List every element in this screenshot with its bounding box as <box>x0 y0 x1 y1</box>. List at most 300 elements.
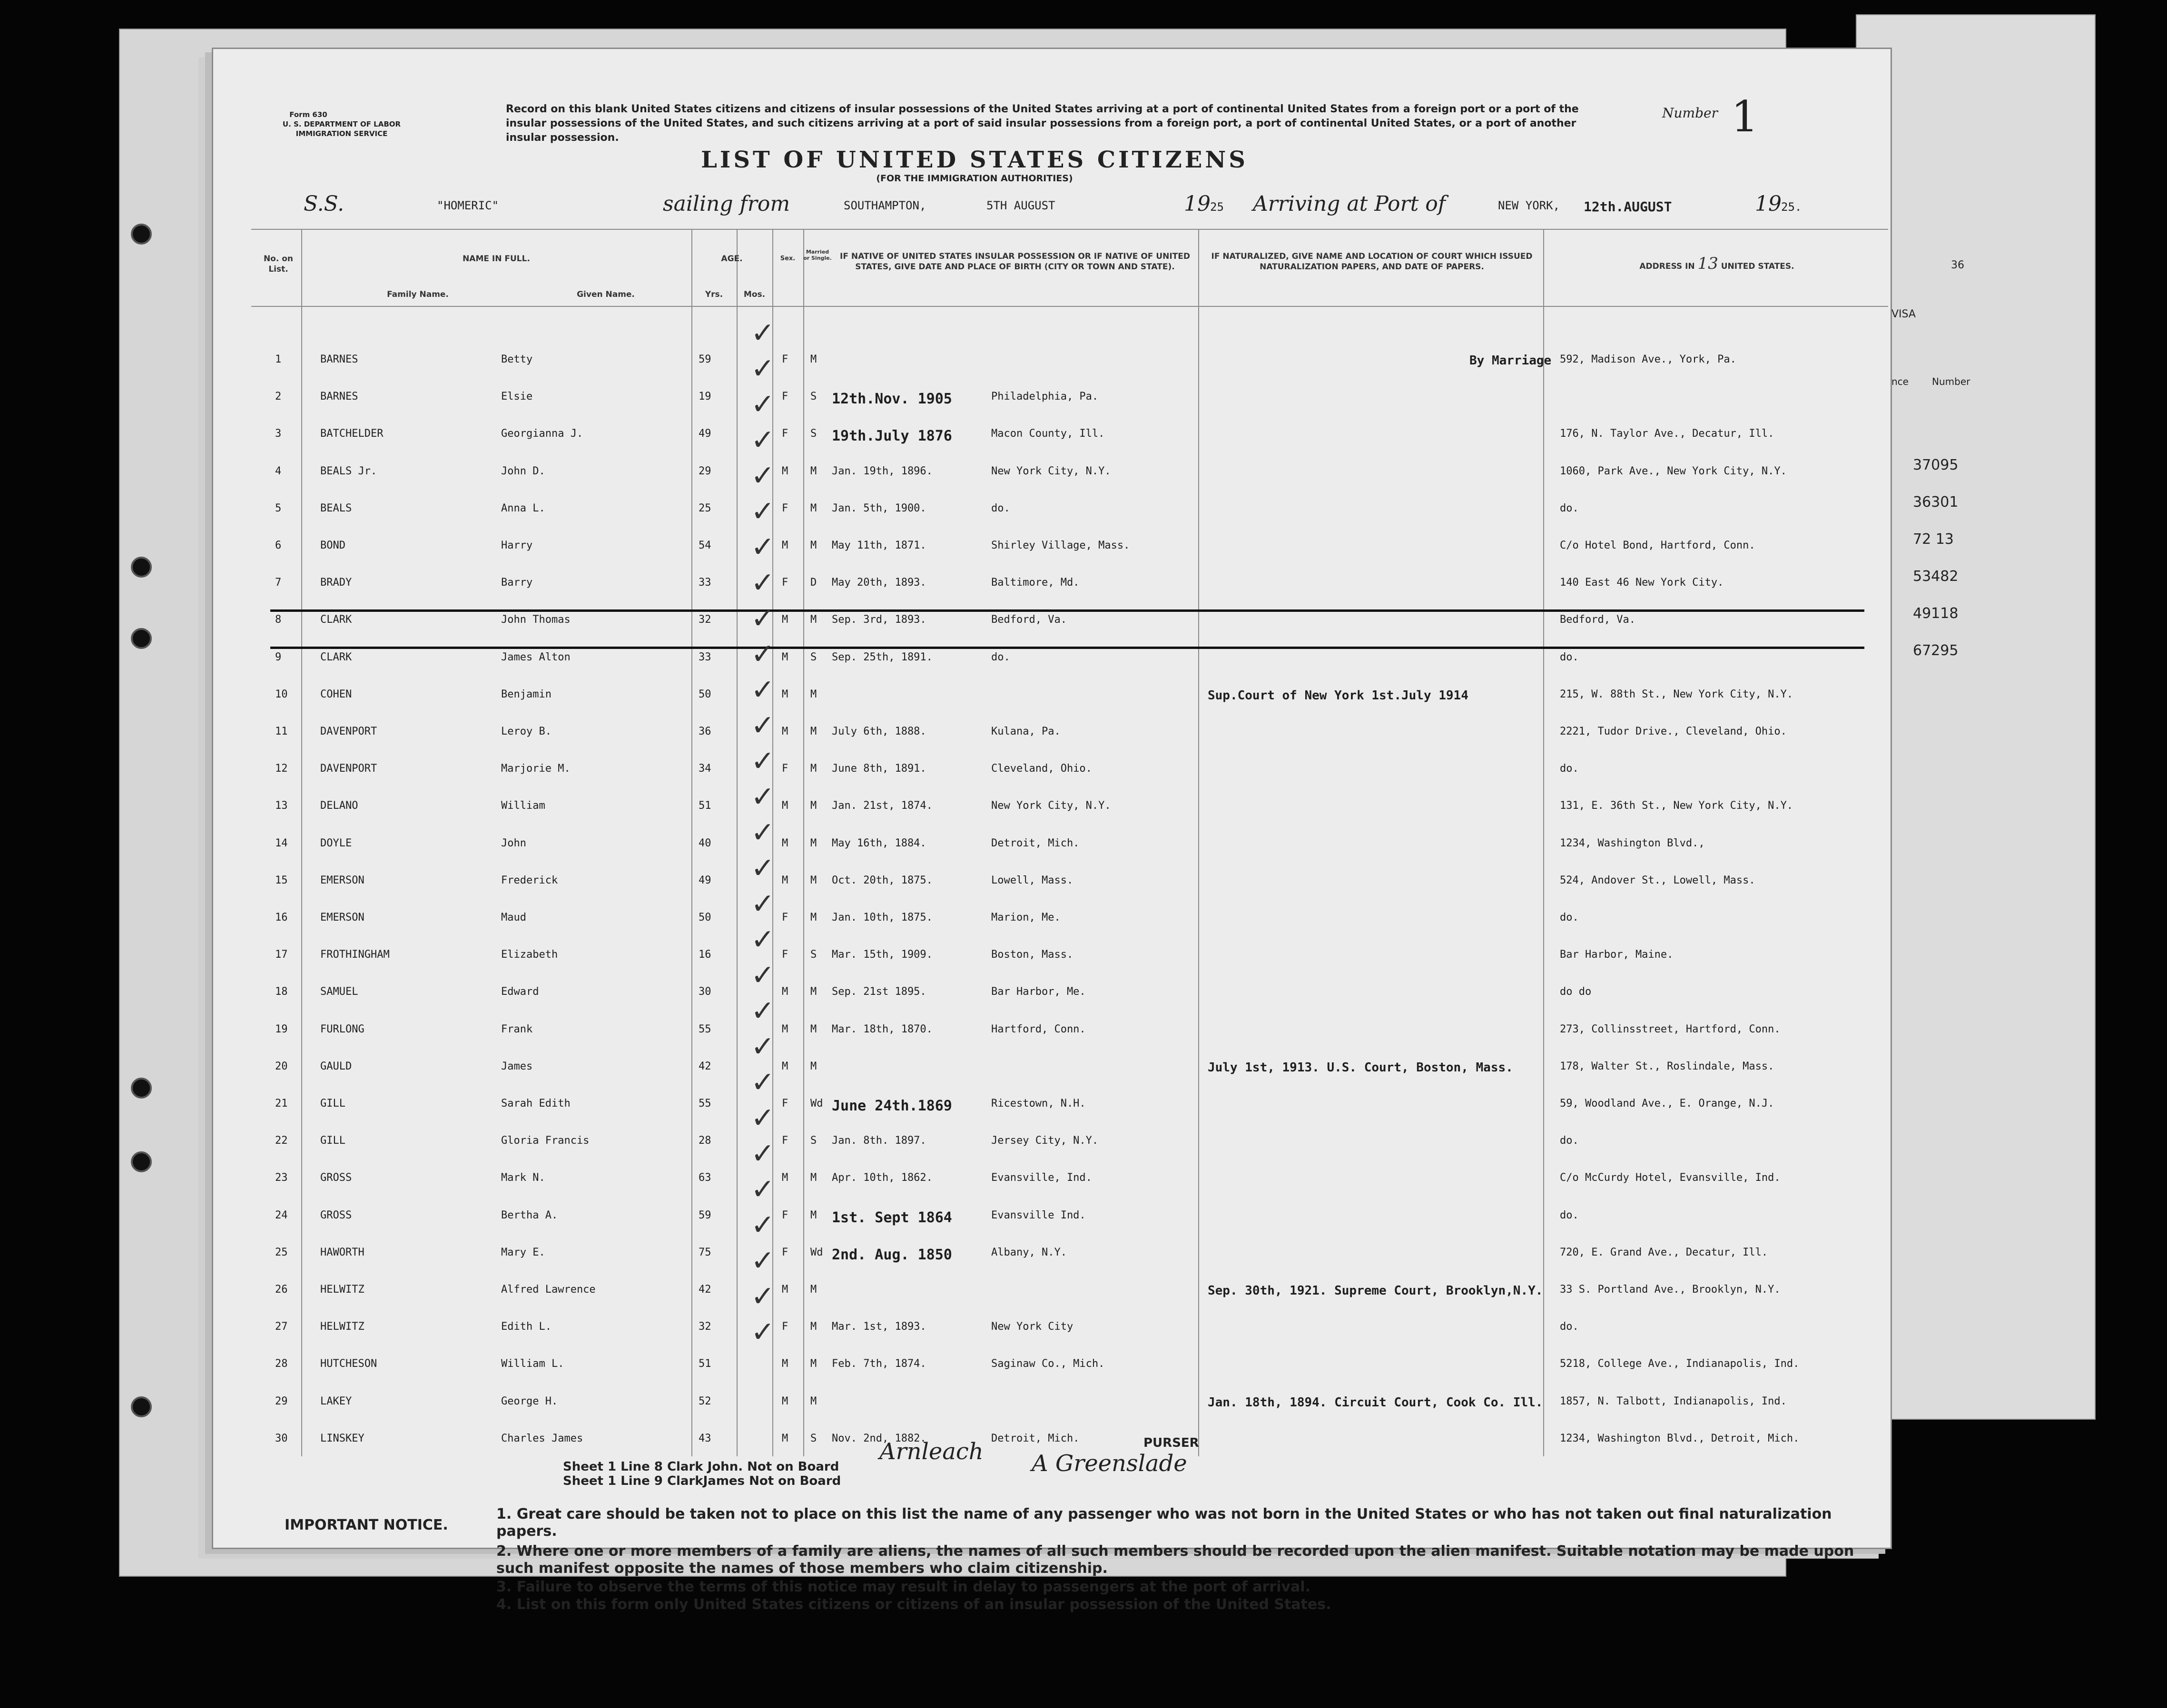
birth-date: Mar. 18th, 1870. <box>832 1023 933 1035</box>
marital-status: S <box>810 949 817 961</box>
marital-status: M <box>810 912 817 923</box>
birth-date: July 6th, 1888. <box>832 726 926 737</box>
birth-date: May 11th, 1871. <box>832 540 926 551</box>
col-naturalized: IF NATURALIZED, GIVE NAME AND LOCATION OF COURT WHICH ISSUED NATURALIZATION PAPERS, AND DATE OF PAPERS. <box>1211 252 1533 272</box>
given-name: John <box>501 837 526 849</box>
birth-date: Jan. 21st, 1874. <box>832 800 933 812</box>
given-name: Sarah Edith <box>501 1098 571 1109</box>
marital-status: M <box>810 1060 817 1072</box>
table-row <box>213 651 1891 688</box>
age: 33 <box>699 651 711 663</box>
age: 49 <box>699 428 711 440</box>
given-name: Edith L. <box>501 1321 552 1333</box>
sailing-from-label: sailing from <box>663 192 790 216</box>
age: 25 <box>699 502 711 514</box>
age: 55 <box>699 1023 711 1035</box>
naturalization: Jan. 18th, 1894. Circuit Court, Cook Co. Ill. <box>1208 1395 1543 1410</box>
manifest-page <box>212 48 1892 1613</box>
address: 273, Collinsstreet, Hartford, Conn. <box>1560 1023 1781 1035</box>
sex: M <box>782 1023 788 1035</box>
row-number: 2 <box>275 391 282 403</box>
row-number: 30 <box>275 1432 288 1444</box>
marital-status: M <box>810 800 817 812</box>
age: 43 <box>699 1432 711 1444</box>
address: Bedford, Va. <box>1560 614 1635 626</box>
given-name: Leroy B. <box>501 726 552 737</box>
given-name: Georgianna J. <box>501 428 583 440</box>
table-header-rule <box>251 306 1888 307</box>
address: do. <box>1560 651 1579 663</box>
form-title: LIST OF UNITED STATES CITIZENS <box>701 147 1248 173</box>
given-name: Alfred Lawrence <box>501 1284 596 1296</box>
marital-status: Wd <box>810 1098 823 1109</box>
row-number: 25 <box>275 1246 288 1258</box>
sex: F <box>782 1246 788 1258</box>
service-label: IMMIGRATION SERVICE <box>296 129 388 138</box>
col-given-name: Given Name. <box>577 290 635 299</box>
age: 34 <box>699 763 711 775</box>
birth-date: 1st. Sept 1864 <box>832 1209 952 1226</box>
age: 59 <box>699 1209 711 1221</box>
sex: M <box>782 986 788 998</box>
table-row <box>213 1209 1891 1247</box>
address: 33 S. Portland Ave., Brooklyn, N.Y. <box>1560 1284 1781 1296</box>
given-name: Marjorie M. <box>501 763 571 775</box>
age: 33 <box>699 577 711 589</box>
birth-place: Detroit, Mich. <box>991 1432 1080 1444</box>
family-name: BATCHELDER <box>320 428 384 440</box>
adjacent-page-number: 36 <box>1951 259 1964 271</box>
visa-number: 36301 <box>1913 494 1959 510</box>
marital-status: M <box>810 540 817 551</box>
row-number: 18 <box>275 986 288 998</box>
sex: M <box>782 688 788 700</box>
age: 50 <box>699 912 711 923</box>
table-row <box>213 1321 1891 1358</box>
age: 16 <box>699 949 711 961</box>
birth-date: Sep. 25th, 1891. <box>832 651 933 663</box>
birth-place: do. <box>991 651 1010 663</box>
col-mos: Mos. <box>743 290 766 299</box>
birth-place: Bar Harbor, Me. <box>991 986 1086 998</box>
family-name: GILL <box>320 1098 345 1109</box>
given-name: Barry <box>501 577 533 589</box>
birth-place: Ricestown, N.H. <box>991 1098 1086 1109</box>
age: 59 <box>699 353 711 365</box>
address: 215, W. 88th St., New York City, N.Y. <box>1560 688 1793 700</box>
address: 176, N. Taylor Ave., Decatur, Ill. <box>1560 428 1774 440</box>
family-name: GILL <box>320 1135 345 1147</box>
table-row <box>213 502 1891 540</box>
col-no: No. on List. <box>263 254 294 274</box>
year-suffix-2: 25. <box>1781 200 1802 214</box>
family-name: DOYLE <box>320 837 352 849</box>
table-row <box>213 1098 1891 1135</box>
row-number: 7 <box>275 577 282 589</box>
table-row <box>213 353 1891 391</box>
family-name: BOND <box>320 540 345 551</box>
marital-status: M <box>810 1284 817 1296</box>
department-label: U. S. DEPARTMENT OF LABOR <box>282 120 401 128</box>
birth-place: New York City, N.Y. <box>991 800 1111 812</box>
given-name: Anna L. <box>501 502 545 514</box>
sex: M <box>782 1358 788 1370</box>
row-number: 16 <box>275 912 288 923</box>
marital-status: M <box>810 986 817 998</box>
row-number: 12 <box>275 763 288 775</box>
family-name: FROTHINGHAM <box>320 949 390 961</box>
row-number: 4 <box>275 465 282 477</box>
birth-date: Apr. 10th, 1862. <box>832 1172 933 1184</box>
table-row <box>213 949 1891 986</box>
naturalization: July 1st, 1913. U.S. Court, Boston, Mass. <box>1208 1060 1513 1075</box>
sex: F <box>782 1098 788 1109</box>
col-sex: Sex. <box>780 255 796 262</box>
ss-label: S.S. <box>304 192 345 216</box>
table-row <box>213 874 1891 912</box>
given-name: John D. <box>501 465 545 477</box>
naturalization: Sup.Court of New York 1st.July 1914 <box>1208 688 1468 703</box>
col-married: Married or Single. <box>803 249 832 261</box>
sex: F <box>782 1321 788 1333</box>
given-name: Elizabeth <box>501 949 558 961</box>
age: 40 <box>699 837 711 849</box>
table-row <box>213 726 1891 763</box>
address: do. <box>1560 1209 1579 1221</box>
marital-status: S <box>810 651 817 663</box>
sex: M <box>782 465 788 477</box>
col-age: AGE. <box>721 254 743 264</box>
marital-status: M <box>810 763 817 775</box>
birth-date: June 8th, 1891. <box>832 763 926 775</box>
birth-date: 2nd. Aug. 1850 <box>832 1246 952 1263</box>
table-row <box>213 1247 1891 1284</box>
row-number: 21 <box>275 1098 288 1109</box>
punch-hole-2 <box>131 557 152 578</box>
purser-signature: A Greenslade <box>1032 1450 1187 1477</box>
birth-place: Hartford, Conn. <box>991 1023 1086 1035</box>
family-name: COHEN <box>320 688 352 700</box>
marital-status: M <box>810 614 817 626</box>
naturalization: By Marriage <box>1469 353 1552 368</box>
birth-date: Jan. 8th. 1897. <box>832 1135 926 1147</box>
family-name: DELANO <box>320 800 358 812</box>
notice-title: IMPORTANT NOTICE. <box>285 1517 448 1533</box>
table-row <box>213 614 1891 651</box>
sex: F <box>782 763 788 775</box>
row-number: 6 <box>275 540 282 551</box>
family-name: EMERSON <box>320 912 364 923</box>
table-row <box>213 1358 1891 1395</box>
address: 524, Andover St., Lowell, Mass. <box>1560 874 1755 886</box>
marital-status: M <box>810 1209 817 1221</box>
row-number: 27 <box>275 1321 288 1333</box>
address: 1060, Park Ave., New York City, N.Y. <box>1560 465 1787 477</box>
birth-place: Lowell, Mass. <box>991 874 1074 886</box>
family-name: BEALS Jr. <box>320 465 377 477</box>
sex: M <box>782 540 788 551</box>
address: Bar Harbor, Maine. <box>1560 949 1674 961</box>
family-name: CLARK <box>320 651 352 663</box>
marital-status: M <box>810 1023 817 1035</box>
strikethrough-line-8 <box>270 609 1864 612</box>
family-name: DAVENPORT <box>320 763 377 775</box>
sex: M <box>782 837 788 849</box>
address: 2221, Tudor Drive., Cleveland, Ohio. <box>1560 726 1787 737</box>
family-name: FURLONG <box>320 1023 364 1035</box>
col-address-label-2: UNITED STATES. <box>1721 262 1794 271</box>
col-birth: IF NATIVE OF UNITED STATES INSULAR POSSESSION OR IF NATIVE OF UNITED STATES, GIVE DATE AND PLACE OF BIRTH (CITY OR TOWN AND STATE). <box>840 252 1190 272</box>
marital-status: M <box>810 1395 817 1407</box>
address: 131, E. 36th St., New York City, N.Y. <box>1560 800 1793 812</box>
birth-date: Sep. 3rd, 1893. <box>832 614 926 626</box>
naturalization: Sep. 30th, 1921. Supreme Court, Brooklyn,N.Y. <box>1208 1284 1543 1298</box>
table-row <box>213 540 1891 577</box>
age: 51 <box>699 800 711 812</box>
given-name: Mark N. <box>501 1172 545 1184</box>
age: 52 <box>699 1395 711 1407</box>
birth-place: Saginaw Co., Mich. <box>991 1358 1105 1370</box>
family-name: HELWITZ <box>320 1284 364 1296</box>
row-number: 14 <box>275 837 288 849</box>
family-name: EMERSON <box>320 874 364 886</box>
address: 592, Madison Ave., York, Pa. <box>1560 353 1736 365</box>
row-number: 17 <box>275 949 288 961</box>
birth-place: Marion, Me. <box>991 912 1061 923</box>
row-number: 26 <box>275 1284 288 1296</box>
visa-number: 37095 <box>1913 457 1959 473</box>
birth-place: Evansville Ind. <box>991 1209 1086 1221</box>
table-row <box>213 912 1891 949</box>
given-name: Edward <box>501 986 539 998</box>
birth-place: Baltimore, Md. <box>991 577 1080 589</box>
birth-date: Nov. 2nd, 1882. <box>832 1432 926 1444</box>
row-number: 29 <box>275 1395 288 1407</box>
marital-status: M <box>810 465 817 477</box>
age: 29 <box>699 465 711 477</box>
family-name: LAKEY <box>320 1395 352 1407</box>
col-address-label-1: ADDRESS IN <box>1639 262 1695 271</box>
age: 75 <box>699 1246 711 1258</box>
age: 36 <box>699 726 711 737</box>
family-name: DAVENPORT <box>320 726 377 737</box>
birth-place: Boston, Mass. <box>991 949 1074 961</box>
given-name: Maud <box>501 912 526 923</box>
given-name: William <box>501 800 545 812</box>
birth-place: Shirley Village, Mass. <box>991 540 1130 551</box>
adjacent-col-a: nce <box>1891 376 1909 387</box>
row-number: 1 <box>275 353 282 365</box>
address: 1234, Washington Blvd., <box>1560 837 1705 849</box>
visa-number: 72 13 <box>1913 531 1954 548</box>
row-number: 13 <box>275 800 288 812</box>
family-name: HUTCHESON <box>320 1358 377 1370</box>
given-name: Bertha A. <box>501 1209 558 1221</box>
sex: F <box>782 428 788 440</box>
birth-place: Evansville, Ind. <box>991 1172 1092 1184</box>
marital-status: S <box>810 428 817 440</box>
table-row <box>213 428 1891 465</box>
birth-place: do. <box>991 502 1010 514</box>
address: 59, Woodland Ave., E. Orange, N.J. <box>1560 1098 1774 1109</box>
birth-date: June 24th.1869 <box>832 1098 952 1114</box>
row-number: 23 <box>275 1172 288 1184</box>
col-name-in-full: NAME IN FULL. <box>463 254 530 264</box>
family-name: GROSS <box>320 1172 352 1184</box>
marital-status: M <box>810 1321 817 1333</box>
sex: F <box>782 1209 788 1221</box>
address: 140 East 46 New York City. <box>1560 577 1724 589</box>
family-name: BARNES <box>320 353 358 365</box>
birth-date: Oct. 20th, 1875. <box>832 874 933 886</box>
marital-status: D <box>810 577 817 589</box>
visa-number: 49118 <box>1913 605 1959 622</box>
address: do do <box>1560 986 1592 998</box>
age: 42 <box>699 1284 711 1296</box>
sex: F <box>782 353 788 365</box>
strikethrough-line-9 <box>270 647 1864 649</box>
given-name: John Thomas <box>501 614 571 626</box>
punch-hole-1 <box>131 224 152 245</box>
table-row <box>213 1284 1891 1321</box>
marital-status: M <box>810 1358 817 1370</box>
sex: M <box>782 1060 788 1072</box>
address: do. <box>1560 1321 1579 1333</box>
purser-label: PURSER <box>1143 1436 1199 1450</box>
row-number: 3 <box>275 428 282 440</box>
birth-place: Macon County, Ill. <box>991 428 1105 440</box>
sex: M <box>782 1395 788 1407</box>
year-suffix-1: 25 <box>1210 200 1224 214</box>
inspector-signature: Arnleach <box>879 1438 984 1465</box>
departure-port: SOUTHAMPTON, <box>844 199 926 212</box>
marital-status: M <box>810 688 817 700</box>
address: 1234, Washington Blvd., Detroit, Mich. <box>1560 1432 1800 1444</box>
notice-3: 3. Failure to observe the terms of this notice may result in delay to passengers at the port of arrival. <box>496 1579 1310 1595</box>
row-number: 10 <box>275 688 288 700</box>
address: do. <box>1560 502 1579 514</box>
table-row <box>213 577 1891 614</box>
marital-status: S <box>810 391 817 403</box>
birth-date: Jan. 5th, 1900. <box>832 502 926 514</box>
punch-hole-6 <box>131 1396 152 1417</box>
form-subtitle: (FOR THE IMMIGRATION AUTHORITIES) <box>876 173 1073 184</box>
row-number: 8 <box>275 614 282 626</box>
sheet-note-1: Sheet 1 Line 8 Clark John. Not on Board <box>563 1460 839 1474</box>
age: 30 <box>699 986 711 998</box>
address: do. <box>1560 1135 1579 1147</box>
age: 55 <box>699 1098 711 1109</box>
sex: M <box>782 614 788 626</box>
birth-date: May 16th, 1884. <box>832 837 926 849</box>
birth-date: Mar. 1st, 1893. <box>832 1321 926 1333</box>
given-name: Frank <box>501 1023 533 1035</box>
year-prefix-2: 19 <box>1755 192 1782 216</box>
punch-hole-5 <box>131 1151 152 1172</box>
sheet-note-2: Sheet 1 Line 9 ClarkJames Not on Board <box>563 1474 841 1488</box>
sex: M <box>782 1172 788 1184</box>
family-name: BRADY <box>320 577 352 589</box>
table-row <box>213 763 1891 800</box>
given-name: George H. <box>501 1395 558 1407</box>
given-name: Gloria Francis <box>501 1135 590 1147</box>
birth-date: Jan. 10th, 1875. <box>832 912 933 923</box>
table-row <box>213 1060 1891 1098</box>
punch-hole-4 <box>131 1078 152 1099</box>
address: 178, Walter St., Roslindale, Mass. <box>1560 1060 1774 1072</box>
family-name: GAULD <box>320 1060 352 1072</box>
marital-status: M <box>810 1172 817 1184</box>
address: do. <box>1560 763 1579 775</box>
birth-place: Detroit, Mich. <box>991 837 1080 849</box>
age: 32 <box>699 614 711 626</box>
marital-status: M <box>810 502 817 514</box>
marital-status: Wd <box>810 1246 823 1258</box>
given-name: Elsie <box>501 391 533 403</box>
given-name: James <box>501 1060 533 1072</box>
table-row <box>213 837 1891 874</box>
visa-number: 53482 <box>1913 568 1959 585</box>
sex: F <box>782 577 788 589</box>
arrival-date: 12th.AUGUST <box>1584 199 1672 215</box>
sex: F <box>782 391 788 403</box>
col-address-number: 13 <box>1697 254 1718 273</box>
marital-status: S <box>810 1432 817 1444</box>
age: 32 <box>699 1321 711 1333</box>
number-value: 1 <box>1731 92 1759 142</box>
table-row <box>213 391 1891 428</box>
birth-place: Cleveland, Ohio. <box>991 763 1092 775</box>
age: 19 <box>699 391 711 403</box>
row-number: 28 <box>275 1358 288 1370</box>
age: 54 <box>699 540 711 551</box>
given-name: Frederick <box>501 874 558 886</box>
birth-date: Feb. 7th, 1874. <box>832 1358 926 1370</box>
row-number: 22 <box>275 1135 288 1147</box>
sex: M <box>782 1432 788 1444</box>
sex: F <box>782 502 788 514</box>
arrival-port: NEW YORK, <box>1498 199 1560 212</box>
adjacent-col-b: Number <box>1932 376 1970 387</box>
age: 50 <box>699 688 711 700</box>
table-row <box>213 1135 1891 1172</box>
table-row <box>213 1023 1891 1060</box>
departure-date: 5TH AUGUST <box>986 199 1055 212</box>
family-name: BARNES <box>320 391 358 403</box>
address: C/o McCurdy Hotel, Evansville, Ind. <box>1560 1172 1781 1184</box>
notice-4: 4. List on this form only United States citizens or citizens of an insular possession of the United States. <box>496 1596 1331 1613</box>
family-name: BEALS <box>320 502 352 514</box>
sex: M <box>782 800 788 812</box>
row-number: 20 <box>275 1060 288 1072</box>
notice-1: 1. Great care should be taken not to place on this list the name of any passenger who was not born in the United States or who has not taken out final naturalization papers. <box>496 1506 1832 1540</box>
birth-date: May 20th, 1893. <box>832 577 926 589</box>
family-name: LINSKEY <box>320 1432 364 1444</box>
address: C/o Hotel Bond, Hartford, Conn. <box>1560 540 1755 551</box>
year-prefix-1: 19 <box>1184 192 1211 216</box>
birth-date: Jan. 19th, 1896. <box>832 465 933 477</box>
instructions-text: Record on this blank United States citizens and citizens of insular possessions of the United States arriving at a port of continental United States from a foreign port or a port of the insular possessions of the United States, and such citizens arriving at a port of said insular possessions from a foreign port, a port of continental United States, or a port of another insular possession. <box>506 103 1579 144</box>
family-name: SAMUEL <box>320 986 358 998</box>
birth-date: 12th.Nov. 1905 <box>832 391 952 408</box>
table-row <box>213 1172 1891 1209</box>
visa-label: VISA <box>1891 308 1916 320</box>
marital-status: M <box>810 726 817 737</box>
notice-2: 2. Where one or more members of a family are aliens, the names of all such members should be recorded upon the alien manifest. Suitable notation may be made upon such manifest opposite the names of those members who claim citizenship. <box>496 1543 1854 1577</box>
table-row <box>213 688 1891 726</box>
address: 720, E. Grand Ave., Decatur, Ill. <box>1560 1246 1768 1258</box>
age: 28 <box>699 1135 711 1147</box>
